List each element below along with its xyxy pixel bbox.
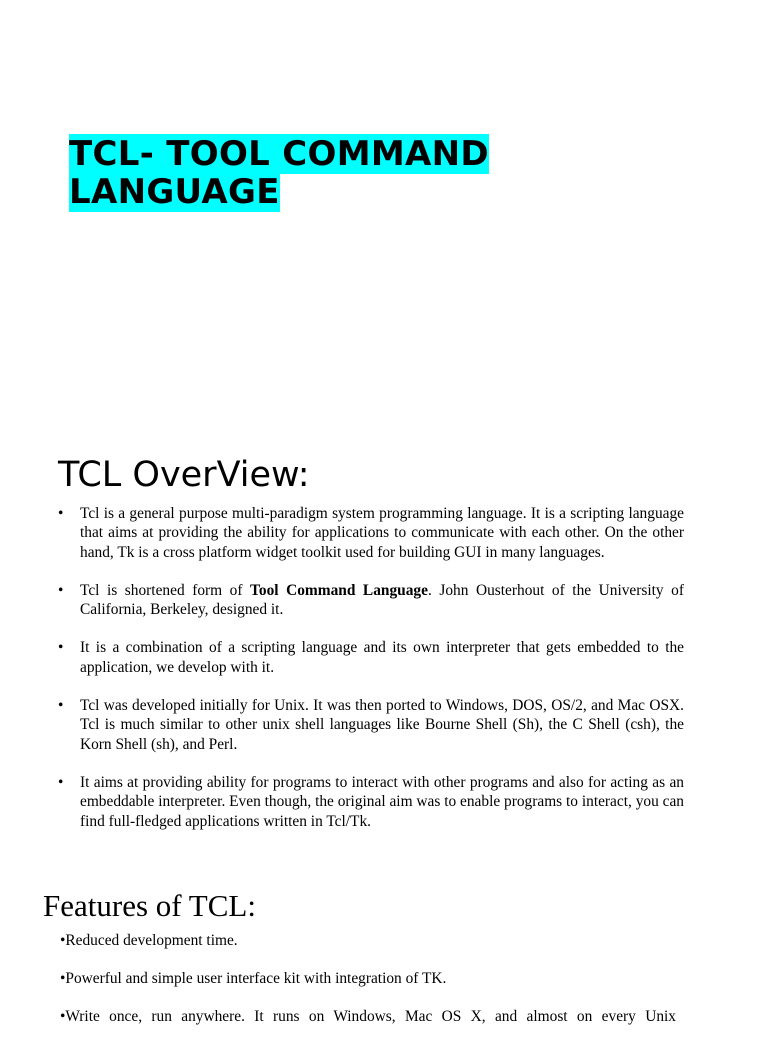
overview-item-text: It is a combination of a scripting language and its own interpreter that gets embedded to the application, we develop with it. [80,639,684,676]
overview-item-text-after: . John Ousterhout of the University of California, Berkeley, designed it. [80,581,684,619]
bullet-icon: • [58,581,64,599]
feature-item: •Powerful and simple user interface kit with integration of TK. [60,970,447,987]
overview-item [58,581,684,620]
bullet-icon: • [58,773,64,791]
overview-item-text: It aims at providing ability for programs to interact with other programs and also for acting as an embeddable interpreter. Even though, the original aim was to enable programs to interact, you can find full-fledged applications written in Tcl/Tk. [80,773,684,830]
overview-item [58,504,684,562]
features-heading: Features of TCL: [43,888,256,923]
overview-heading: TCL OverView: [58,455,310,495]
overview-item-text: Tcl is a general purpose multi-paradigm system programming language. It is a scripting language that aims at providing the ability for applications to communicate with each other. On the other hand, Tk is a cross platform widget toolkit used for building GUI in many languages. [80,505,684,561]
overview-item-text: Tcl was developed initially for Unix. It was then ported to Windows, DOS, OS/2, and Mac OSX. Tcl is much similar to other unix shell languages like Bourne Shell (Sh), the C Shell (csh), the Korn Shell (sh), and Perl. [80,697,684,753]
overview-item-bold-term: Tool Command Language [250,581,428,599]
overview-item [58,773,684,831]
page-title-text: TCL- TOOL COMMAND LANGUAGE [69,134,489,212]
overview-list [58,504,684,850]
feature-item: •Write once, run anywhere. It runs on Windows, Mac OS X, and almost on every Unix [60,1008,676,1025]
features-list [60,931,676,1045]
overview-item-text-before: Tcl is shortened form of [80,581,251,599]
bullet-icon: • [58,697,64,715]
overview-item [58,638,684,677]
bullet-icon: • [58,639,64,657]
overview-item [58,696,684,754]
feature-item: •Reduced development time. [60,932,238,949]
bullet-icon: • [58,505,64,522]
page-title [69,135,509,211]
title-block [69,135,509,211]
